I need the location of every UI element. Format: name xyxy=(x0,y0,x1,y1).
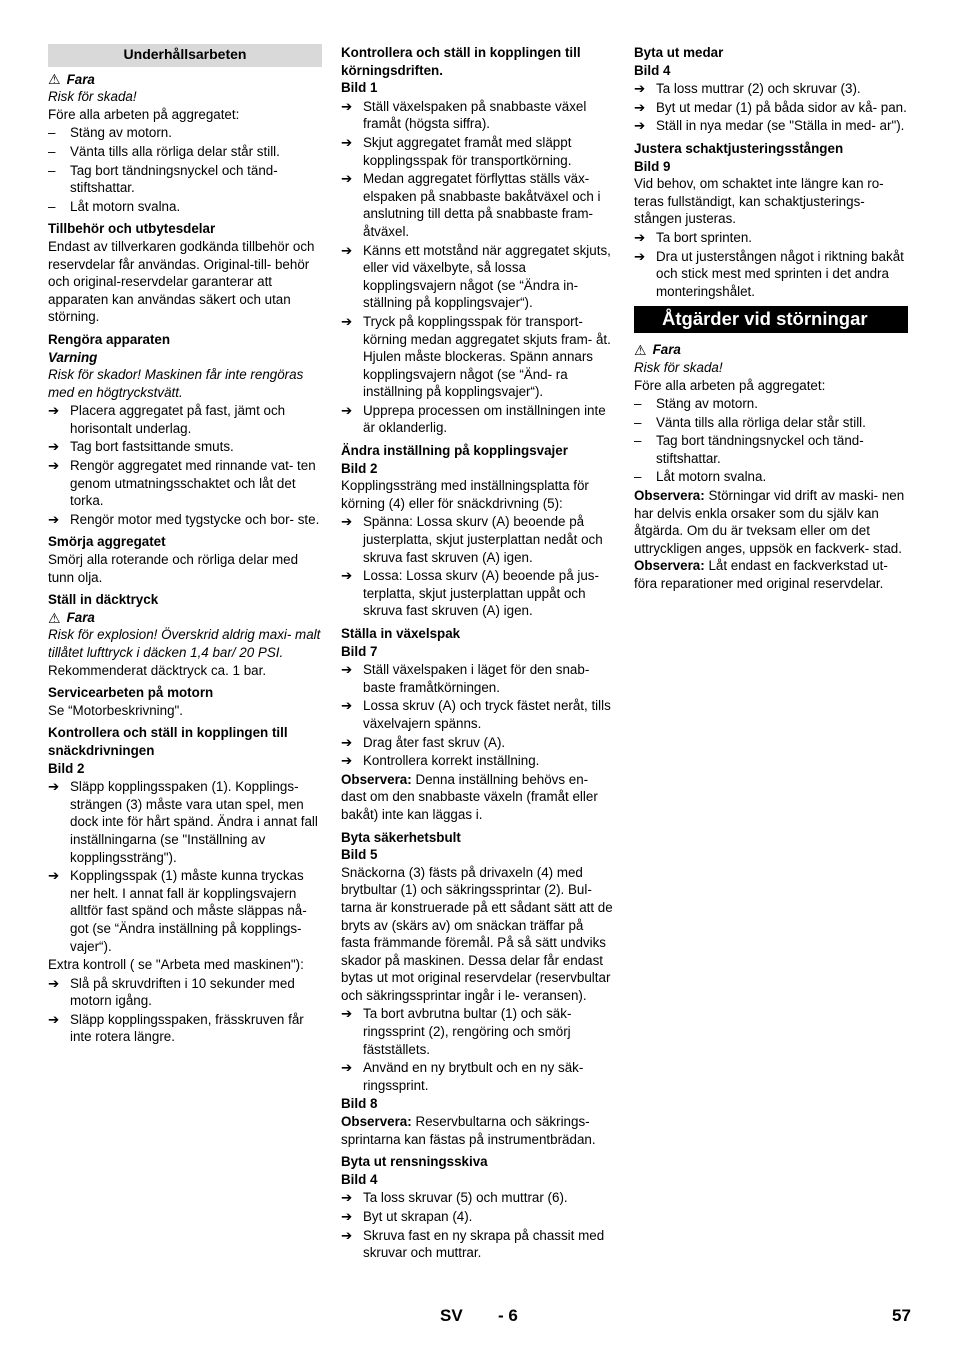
list-item: – Låt motorn svalna. xyxy=(48,198,181,214)
heading-bolt: Byta säkerhetsbult xyxy=(341,829,461,845)
footer-local-page: - 6 xyxy=(498,1306,518,1325)
column-3 xyxy=(634,44,908,593)
figure-ref: Bild 2 xyxy=(341,460,378,476)
step-item: ➔ Ta bort avbrutna bultar (1) och säk- ringssprint (2), rengöring och smörj fästställets. xyxy=(341,1006,572,1057)
arrow-icon: ➔ xyxy=(341,171,353,187)
arrow-icon: ➔ xyxy=(48,511,60,527)
heading-accessories: Tillbehör och utbytesdelar xyxy=(48,221,216,237)
note: Observera: Störningar vid drift av maski- nen har delvis enkla orsaker som du själv kan åtgärda. Om du är tveksam eller om det uttryckligen anges, uppsök en fackverk- stad. xyxy=(634,488,905,556)
step-item: ➔ Medan aggregatet förflyttas ställs väx- elspaken på snabbaste bakåtväxel och i anslutning till detta på snabbaste fram- åtväxel. xyxy=(341,171,601,239)
arrow-icon: ➔ xyxy=(48,1011,60,1027)
arrow-icon: ➔ xyxy=(48,975,60,991)
arrow-icon: ➔ xyxy=(341,1209,353,1224)
risk-text: Risk för skador! Maskinen får inte rengöras med en högtryckstvätt. xyxy=(48,367,304,400)
heading-runners: Byta ut medar xyxy=(634,45,724,60)
step-item: ➔ Tag bort fastsittande smuts. xyxy=(48,439,234,455)
intro-text: Före alla arbeten på aggregatet: xyxy=(48,106,240,122)
arrow-icon: ➔ xyxy=(341,402,353,418)
footer-language: SV xyxy=(440,1306,463,1325)
list-item: – Tag bort tändningsnyckel och tänd- stiftshattar. xyxy=(634,433,864,466)
arrow-icon: ➔ xyxy=(341,1006,353,1022)
note: Observera: Denna inställning behövs en- dast om den snabbaste växeln (framåt eller bakåt) inte kan läggas i. xyxy=(341,771,598,822)
arrow-icon: ➔ xyxy=(341,98,353,114)
arrow-icon: ➔ xyxy=(634,81,646,97)
arrow-icon: ➔ xyxy=(341,698,353,714)
list-item: – Vänta tills alla rörliga delar står still. xyxy=(634,414,866,430)
paragraph: Extra kontroll ( se "Arbeta med maskinen"): xyxy=(48,957,304,973)
heading-cleaning: Rengöra apparaten xyxy=(48,331,171,347)
step-item: ➔ Upprepa processen om inställningen inte är oklanderlig. xyxy=(341,402,606,436)
arrow-icon: ➔ xyxy=(48,439,60,455)
step-item: ➔ Släpp kopplingsspaken (1). Kopplings- strängen (3) måste vara utan spel, men dock inte för hårt spänd. Ändra i annat fall inställningarna (se "Inställning av kopplingssträng"). xyxy=(48,779,318,865)
step-item: ➔ Ta loss muttrar (2) och skruvar (3). xyxy=(634,81,861,97)
step-item: ➔ Byt ut medar (1) på båda sidor av kå- pan. xyxy=(634,99,907,115)
arrow-icon: ➔ xyxy=(634,248,646,264)
arrow-icon: ➔ xyxy=(48,403,60,419)
step-item: ➔ Tryck på kopplingsspak för transport- körning medan aggregatet skjuts fram- åt. Hjulen måste blockeras. Spänn annars kopplingsvajern något (se “Änd- ra inställning på kopplingsvajer“). xyxy=(341,313,611,400)
risk-text: Risk för explosion! Överskrid aldrig maxi- malt tillåtet lufttryck i däcken 1,4 bar/ 20 PSI. xyxy=(48,627,321,660)
list-item: – Stäng av motorn. xyxy=(634,396,758,412)
arrow-icon: ➔ xyxy=(634,118,646,134)
column-1 xyxy=(48,44,322,1047)
heading-clutch-drive: Kontrollera och ställ in kopplingen till körningsdriften. xyxy=(341,45,581,78)
arrow-icon: ➔ xyxy=(341,1060,353,1076)
arrow-icon: ➔ xyxy=(634,229,646,245)
step-item: ➔ Kontrollera korrekt inställning. xyxy=(341,753,540,769)
figure-ref: Bild 7 xyxy=(341,643,378,659)
risk-text: Risk för skada! xyxy=(634,359,723,375)
step-item: ➔ Slå på skruvdriften i 10 sekunder med motorn igång. xyxy=(48,975,295,1009)
note: Observera: Reservbultarna och säkrings- sprintarna kan fästas på instrumentbrädan. xyxy=(341,1114,596,1147)
intro-text: Före alla arbeten på aggregatet: xyxy=(634,377,826,393)
arrow-icon: ➔ xyxy=(341,313,353,329)
step-item: ➔ Byt ut skrapan (4). xyxy=(341,1209,473,1224)
footer-page-number: 57 xyxy=(892,1306,911,1325)
section-header-maintenance: Underhållsarbeten xyxy=(48,44,322,67)
arrow-icon: ➔ xyxy=(48,779,60,795)
arrow-icon: ➔ xyxy=(341,1190,353,1206)
figure-ref: Bild 2 xyxy=(48,760,85,776)
arrow-icon: ➔ xyxy=(48,868,60,884)
figure-ref: Bild 8 xyxy=(341,1096,378,1112)
figure-ref: Bild 4 xyxy=(341,1171,378,1187)
paragraph: Vid behov, om schaktet inte längre kan ro- teras fullständigt, kan schaktjusterings- stången justeras. xyxy=(634,176,884,227)
list-item: – Stäng av motorn. xyxy=(48,125,172,141)
note: Observera: Låt endast en fackverkstad ut- föra reparationer med original reservdelar. xyxy=(634,558,888,592)
step-item: ➔ Drag åter fast skruv (A). xyxy=(341,734,506,750)
step-item: ➔ Placera aggregatet på fast, jämt och horisontalt underlag. xyxy=(48,403,286,436)
step-item: ➔ Känns ett motstånd när aggregatet skjuts, eller vid växelbyte, så lossa kopplingsvajern något (se “Ändra in- ställning på kopplingsvajer“). xyxy=(341,242,611,311)
heading-gear: Ställa in växelspak xyxy=(341,626,461,641)
danger-notice: ⚠ Fara xyxy=(48,609,95,626)
step-item: ➔ Lossa: Lossa skurv (A) beoende på jus- terplatta, skjut justerplattan uppåt och skruva fast skruven (A) igen. xyxy=(341,568,599,619)
step-item: ➔ Kopplingsspak (1) måste kunna tryckas ner helt. I annat fall är kopplingsvajern alltför fast spänd och måste släppas nå- got (se “Ändra inställning på kopplings- vajer“). xyxy=(48,868,307,954)
step-item: ➔ Skruva fast en ny skrapa på chassit med skruvar och muttrar. xyxy=(341,1227,605,1261)
heading-chute: Justera schaktjusteringsstången xyxy=(634,140,844,156)
heading-tyre: Ställ in däcktryck xyxy=(48,592,159,608)
column-2 xyxy=(341,44,615,1263)
warning-triangle-icon: ⚠ xyxy=(48,609,61,626)
step-item: ➔ Ställ in nya medar (se "Ställa in med- ar"). xyxy=(634,118,905,134)
heading-clutch-snail: Kontrollera och ställ in kopplingen till snäckdrivningen xyxy=(48,725,288,758)
arrow-icon: ➔ xyxy=(634,99,646,115)
arrow-icon: ➔ xyxy=(48,458,60,474)
arrow-icon: ➔ xyxy=(341,242,353,258)
paragraph: Se “Motorbeskrivning". xyxy=(48,702,183,718)
arrow-icon: ➔ xyxy=(341,514,353,530)
figure-ref: Bild 1 xyxy=(341,80,378,96)
step-item: ➔ Lossa skruv (A) och tryck fästet neråt, tills växelvajern spänns. xyxy=(341,698,611,731)
step-item: ➔ Släpp kopplingsspaken, frässkruven får inte rotera längre. xyxy=(48,1011,304,1045)
step-item: ➔ Rengör motor med tygstycke och bor- ste. xyxy=(48,511,320,527)
arrow-icon: ➔ xyxy=(341,568,353,584)
paragraph: Endast av tillverkaren godkända tillbehör och reservdelar får användas. Original-till- behör och original-reservdelar garanterar att apparaten kan användas säkert och utan störning. xyxy=(48,238,315,325)
step-item: ➔ Ta loss skruvar (5) och muttrar (6). xyxy=(341,1190,568,1206)
warning-label: Varning xyxy=(48,349,98,365)
heading-cable: Ändra inställning på kopplingsvajer xyxy=(341,443,568,459)
heading-lubricate: Smörja aggregatet xyxy=(48,534,166,550)
risk-text: Risk för skada! xyxy=(48,89,137,105)
step-item: ➔ Ställ växelspaken på snabbaste växel framåt (högsta siffra). xyxy=(341,98,587,132)
paragraph: Smörj alla roterande och rörliga delar med tunn olja. xyxy=(48,552,299,585)
arrow-icon: ➔ xyxy=(341,662,353,678)
step-item: ➔ Använd en ny brytbult och en ny säk- ringssprint. xyxy=(341,1060,584,1093)
paragraph: Snäckorna (3) fästs på drivaxeln (4) med brytbultar (1) och säkringssprintar (2). Bul- tarna är konstruerade på ett sådant sätt att de bryts av (skärs av) om snäckan träffar på fasta främmande föremål. På så sätt undviks skador på maskinen. Dessa delar får endast bytas ut mot original reservdelar (reservbultar och säkringssprintar ingår i le- veransen). xyxy=(341,864,613,1003)
step-item: ➔ Skjut aggregatet framåt med släppt kopplingsspak för transportkörning. xyxy=(341,134,572,168)
danger-notice: ⚠ Fara xyxy=(48,71,95,88)
warning-triangle-icon: ⚠ xyxy=(634,342,647,359)
figure-ref: Bild 5 xyxy=(341,847,378,863)
step-item: ➔ Spänna: Lossa skurv (A) beoende på justerplatta, skjut justerplattan nedåt och skruva fast skruven (A) igen. xyxy=(341,514,603,565)
step-item: ➔ Rengör aggregatet med rinnande vat- ten genom utmatningsschaktet och låt det torka. xyxy=(48,458,316,509)
step-item: ➔ Dra ut justerstången något i riktning bakåt och stick mest med sprinten i det andra monteringshålet. xyxy=(634,248,904,299)
arrow-icon: ➔ xyxy=(341,1227,353,1243)
list-item: – Låt motorn svalna. xyxy=(634,469,767,485)
arrow-icon: ➔ xyxy=(341,753,353,769)
figure-ref: Bild 4 xyxy=(634,62,671,78)
step-item: ➔ Ställ växelspaken i läget för den snab- baste framåtkörningen. xyxy=(341,662,590,695)
list-item: – Tag bort tändningsnyckel och tänd- stiftshattar. xyxy=(48,162,278,196)
section-header-faults: Åtgärder vid störningar xyxy=(634,306,908,333)
step-item: ➔ Ta bort sprinten. xyxy=(634,229,753,245)
danger-notice: ⚠ Fara xyxy=(634,342,681,359)
list-item: – Vänta tills alla rörliga delar står still. xyxy=(48,143,280,159)
paragraph: Kopplingssträng med inställningsplatta för körning (4) eller för snäckdrivning (5): xyxy=(341,478,589,511)
figure-ref: Bild 9 xyxy=(634,158,671,174)
arrow-icon: ➔ xyxy=(341,734,353,750)
arrow-icon: ➔ xyxy=(341,134,353,150)
paragraph: Rekommenderat däcktryck ca. 1 bar. xyxy=(48,662,267,678)
heading-scraper: Byta ut rensningsskiva xyxy=(341,1154,488,1170)
warning-triangle-icon: ⚠ xyxy=(48,71,61,88)
heading-service: Servicearbeten på motorn xyxy=(48,685,214,701)
